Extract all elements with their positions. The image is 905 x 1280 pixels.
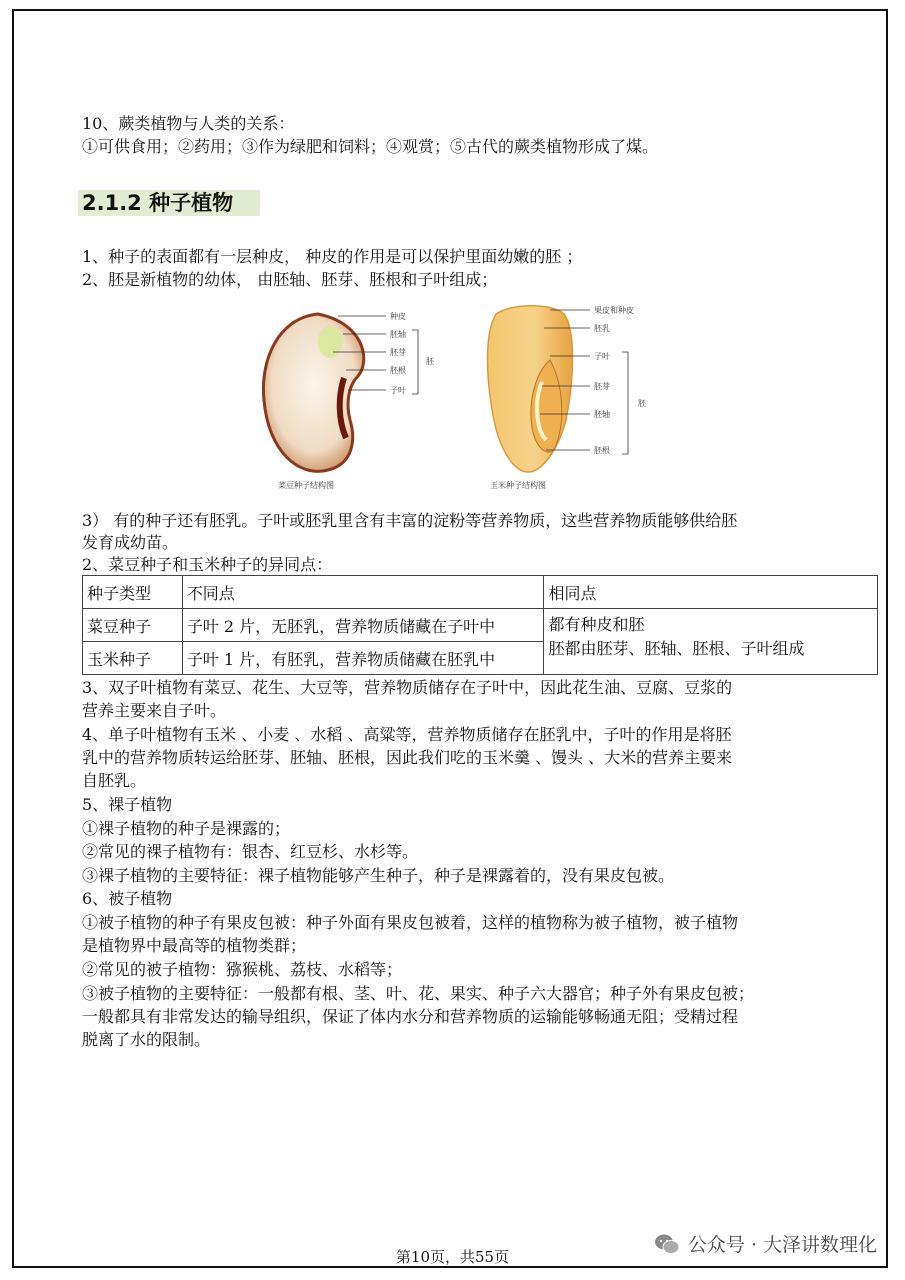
comparison-table <box>82 575 878 675</box>
monocot-line-2: 乳中的营养物质转运给胚芽、胚轴、胚根，因此我们吃的玉米羹 、馒头 、大米的营养主要来 <box>82 748 733 767</box>
corn-label-cotyledon: 子叶 <box>594 352 610 361</box>
fern-relation-body: ①可供食用；②药用；③作为绿肥和饲料；④观赏；⑤古代的蕨类植物形成了煤。 <box>82 137 659 156</box>
bean-label-hypocotyl: 胚轴 <box>390 330 406 339</box>
monocot-line-3: 自胚乳。 <box>82 771 147 790</box>
angio-point-3b: 一般都具有非常发达的输导组织，保证了体内水分和营养物质的运输能够畅通无阻；受精过程 <box>82 1007 739 1026</box>
table-row <box>83 609 878 642</box>
compare-title: 2、菜豆种子和玉米种子的异同点： <box>82 555 333 574</box>
corn-label-radicle: 胚根 <box>594 446 610 455</box>
bean-caption: 菜豆种子结构图 <box>278 481 334 490</box>
angio-point-2: ②常见的被子植物：猕猴桃、荔枝、水稻等； <box>82 960 403 979</box>
table-header-cell: 相同点 <box>544 576 878 609</box>
table-cell-diff: 子叶 2 片，无胚乳，营养物质储藏在子叶中 <box>182 609 544 642</box>
corn-caption: 玉米种子结构图 <box>490 481 546 490</box>
bean-plumule-shape <box>318 326 342 358</box>
monocot-line-1: 4、单子叶植物有玉米 、小麦 、水稻 、高粱等，营养物质储存在胚乳中，子叶的作用是将胚 <box>82 725 732 744</box>
dicot-line-1: 3、双子叶植物有菜豆、花生、大豆等，营养物质储存在子叶中，因此花生油、豆腐、豆浆的 <box>82 678 733 697</box>
seed-paragraph-1: 1、种子的表面都有一层种皮， 种皮的作用是可以保护里面幼嫩的胚 ； <box>82 247 583 266</box>
table-cell-diff: 子叶 1 片，有胚乳，营养物质储藏在胚乳中 <box>182 642 544 675</box>
gymno-title: 5、裸子植物 <box>82 795 173 814</box>
angio-point-3c: 脱离了水的限制。 <box>82 1030 211 1049</box>
section-heading: 2.1.2 种子植物 <box>78 190 260 216</box>
dicot-line-2: 营养主要来自子叶。 <box>82 701 227 720</box>
corn-label-endosperm: 胚乳 <box>594 324 610 333</box>
angio-title: 6、被子植物 <box>82 889 173 908</box>
page-footer: 第10页，共55页 <box>395 1248 510 1266</box>
table-header-row <box>83 576 878 609</box>
bean-label-cotyledon: 子叶 <box>390 386 406 395</box>
watermark-text: 公众号 · 大泽讲数理化 <box>687 1234 877 1256</box>
seed-paragraph-2: 2、胚是新植物的幼体， 由胚轴、胚芽、胚根和子叶组成； <box>82 270 498 289</box>
table-header-cell: 种子类型 <box>83 576 183 609</box>
table-cell-type: 菜豆种子 <box>83 609 183 642</box>
endosperm-line-1: 3） 有的种子还有胚乳。子叶或胚乳里含有丰富的淀粉等营养物质，这些营养物质能够供给胚 <box>82 511 738 530</box>
corn-label-pericarp: 果皮和种皮 <box>594 306 634 315</box>
same-line-2: 胚都由胚芽、胚轴、胚根、子叶组成 <box>548 639 805 658</box>
gymno-point-3: ③裸子植物的主要特征：裸子植物能够产生种子，种子是裸露着的，没有果皮包被。 <box>82 866 675 885</box>
table-header-cell: 不同点 <box>182 576 544 609</box>
angio-point-1a: ①被子植物的种子有果皮包被：种子外面有果皮包被着，这样的植物称为被子植物，被子植物 <box>82 913 739 932</box>
angio-point-3a: ③被子植物的主要特征：一般都有根、茎、叶、花、果实、种子六大器官；种子外有果皮包被； <box>82 984 755 1003</box>
corn-label-embryo: 胚 <box>638 399 646 408</box>
gymno-point-2: ②常见的裸子植物有：银杏、红豆杉、水杉等。 <box>82 842 419 861</box>
gymno-point-1: ①裸子植物的种子是裸露的； <box>82 819 291 838</box>
bean-label-radicle: 胚根 <box>390 366 406 375</box>
table-cell-type: 玉米种子 <box>83 642 183 675</box>
bean-label-embryo: 胚 <box>426 357 434 366</box>
corn-label-plumule: 胚芽 <box>594 382 610 391</box>
endosperm-line-2: 发育成幼苗。 <box>82 533 179 552</box>
table-cell-same <box>544 609 878 675</box>
corn-label-hypocotyl: 胚轴 <box>594 410 610 419</box>
bean-seed-figure <box>258 300 448 495</box>
bean-seed-shape <box>263 314 363 471</box>
fern-relation-title: 10、蕨类植物与人类的关系： <box>82 114 295 133</box>
same-line-1: 都有种皮和胚 <box>548 615 645 634</box>
bean-label-seed-coat: 种皮 <box>390 312 406 321</box>
angio-point-1b: 是植物界中最高等的植物类群； <box>82 936 307 955</box>
bean-label-plumule: 胚芽 <box>390 348 406 357</box>
corn-seed-figure <box>480 300 680 495</box>
